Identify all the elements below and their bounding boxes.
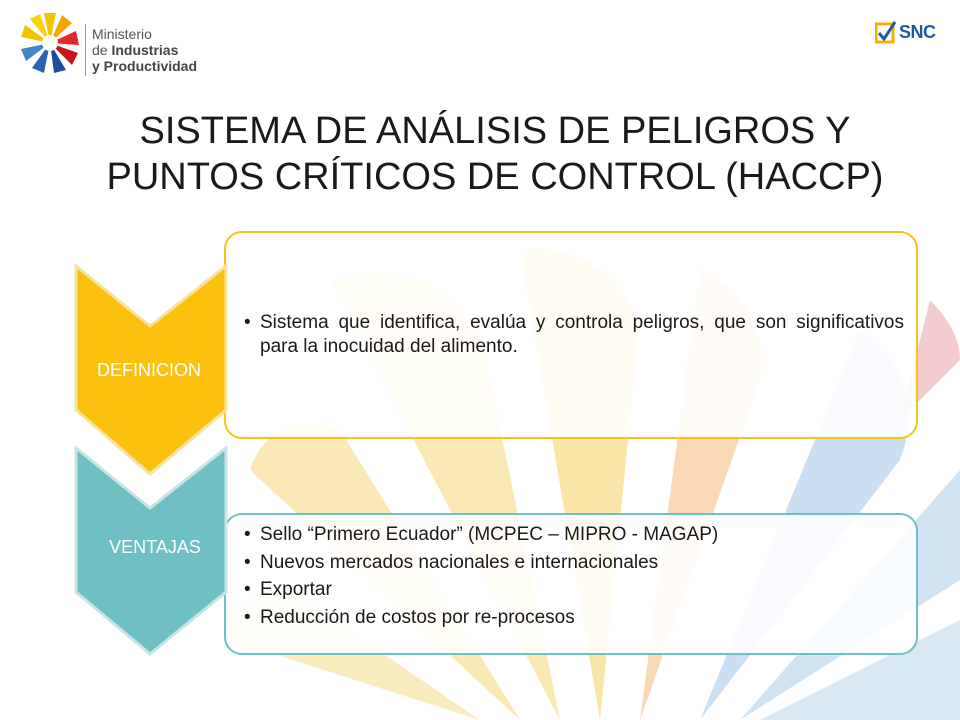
- definicion-box: [224, 231, 918, 439]
- definicion-label: DEFINICION: [96, 360, 201, 380]
- title-line-1: SISTEMA DE ANÁLISIS DE PELIGROS Y: [139, 110, 851, 152]
- ministry-logo: [20, 10, 220, 80]
- page-title: [30, 108, 960, 200]
- snc-logo: [875, 18, 945, 52]
- ministry-line-3: y Productividad: [92, 58, 198, 74]
- list-item: • Exportar: [234, 576, 904, 604]
- definicion-list: [234, 311, 904, 359]
- snc-check-icon: [875, 20, 897, 46]
- ministry-name: [92, 26, 197, 74]
- list-item: • Sello “Primero Ecuador” (MCPEC – MIPRO - MAGAP): [234, 521, 904, 549]
- logo-divider: [85, 24, 86, 76]
- snc-label: SNC: [899, 22, 936, 42]
- ventajas-list: [234, 521, 904, 631]
- ministry-line-2-bold: Industrias: [111, 42, 179, 58]
- sun-emblem-icon: [20, 10, 80, 76]
- ministry-line-1: Ministerio: [92, 26, 152, 42]
- ventajas-label: VENTAJAS: [109, 537, 201, 557]
- ministry-line-2: [92, 42, 197, 58]
- ministry-line-2-prefix: de: [92, 42, 112, 58]
- list-item: • Sistema que identifica, evalúa y controla peligros, que son significativos para la inocuidad del alimento.: [234, 311, 904, 359]
- list-item: • Reducción de costos por re-procesos: [234, 604, 904, 632]
- list-item: • Nuevos mercados nacionales e internacionales: [234, 549, 904, 577]
- title-line-2: PUNTOS CRÍTICOS DE CONTROL (HACCP): [106, 156, 884, 198]
- ventajas-box: [224, 513, 918, 655]
